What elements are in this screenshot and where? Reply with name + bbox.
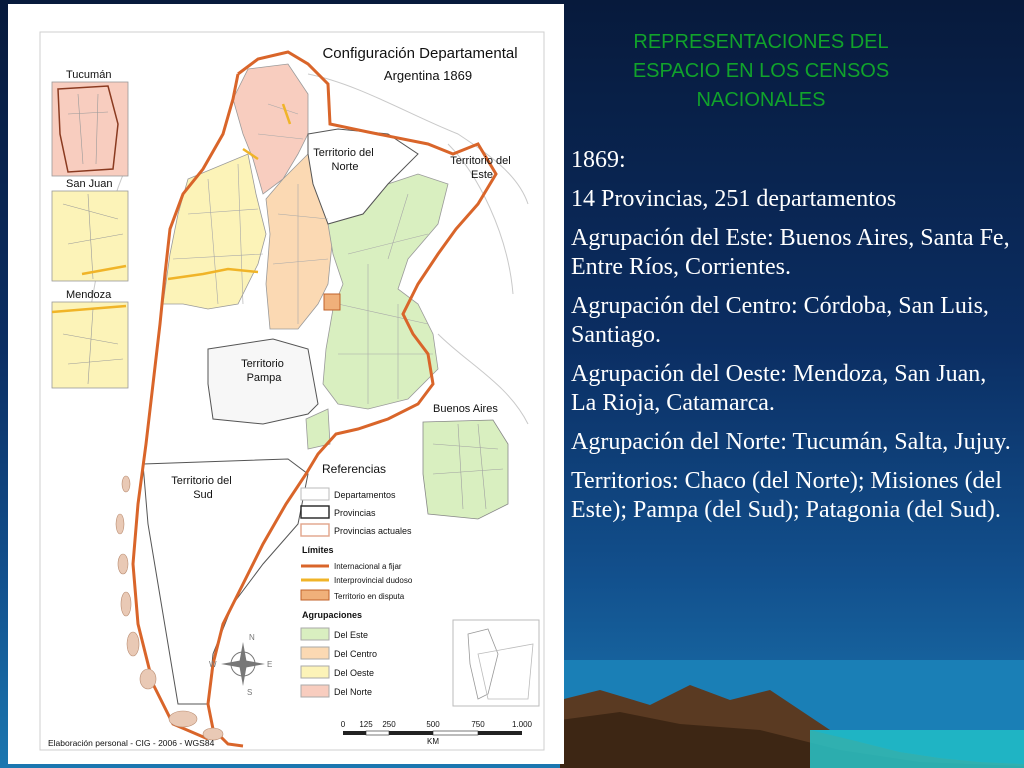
legend-title: Referencias <box>322 462 387 476</box>
map-credit: Elaboración personal - CIG - 2006 - WGS84 <box>48 738 215 748</box>
legend-item: Departamentos <box>334 490 396 500</box>
inset-tucuman <box>52 69 128 176</box>
scale-tick: 750 <box>471 720 485 729</box>
scale-unit: KM <box>427 737 439 746</box>
locator-inset <box>453 620 539 706</box>
map-image <box>8 4 564 764</box>
legend-limit: Interprovincial dudoso <box>334 576 413 585</box>
inset-label: Mendoza <box>66 289 112 301</box>
compass-label: W <box>209 660 217 669</box>
legend-limit: Territorio en disputa <box>334 592 405 601</box>
slide-title-line: REPRESENTACIONES DEL <box>633 31 889 53</box>
legend-group: Del Norte <box>334 687 373 697</box>
body-paragraph: Agrupación del Este: Buenos Aires, Santa Fe, Entre Ríos, Corrientes. <box>571 225 1010 280</box>
compass-label: S <box>247 688 253 697</box>
scale-tick: 1.000 <box>511 720 533 729</box>
scale-tick: 125 <box>359 720 373 729</box>
slide-title <box>575 28 947 115</box>
slide-title-line: NACIONALES <box>696 89 826 111</box>
argentina-1869-map <box>8 4 564 764</box>
inset-label: Buenos Aires <box>433 403 498 415</box>
disputed-territory <box>324 294 340 310</box>
scale-tick: 500 <box>426 720 440 729</box>
compass-label: E <box>267 660 273 669</box>
body-paragraph: Territorios: Chaco (del Norte); Misiones (del Este); Pampa (del Sud); Patagonia (del Sud). <box>571 468 1002 523</box>
legend-group: Del Oeste <box>334 668 375 678</box>
body-paragraph: Agrupación del Oeste: Mendoza, San Juan, La Rioja, Catamarca. <box>571 361 987 416</box>
slide-title-line: ESPACIO EN LOS CENSOS <box>632 60 890 82</box>
mountain-shore-background <box>560 660 1024 768</box>
legend-group: Del Centro <box>334 649 378 659</box>
compass-label: N <box>249 633 255 642</box>
legend-groups-title: Agrupaciones <box>302 610 363 620</box>
scale-tick: 250 <box>382 720 396 729</box>
map-title: Configuración Departamental <box>322 45 518 62</box>
body-paragraph: 14 Provincias, 251 departamentos <box>571 186 897 212</box>
slide-body <box>571 146 1011 535</box>
legend-limit: Internacional a fijar <box>334 562 402 571</box>
label-territorio-este: Territorio del Este <box>450 155 511 181</box>
label-territorio-sud: Territorio del Sud <box>171 475 232 501</box>
inset-label: Tucumán <box>66 69 112 81</box>
legend-item: Provincias <box>334 508 376 518</box>
legend-limits-title: Límites <box>302 545 334 555</box>
body-paragraph: Agrupación del Centro: Córdoba, San Luis, Santiago. <box>571 293 989 348</box>
map-subtitle: Argentina 1869 <box>383 68 473 83</box>
label-territorio-norte: Territorio del Norte <box>313 147 374 173</box>
body-paragraph: 1869: <box>571 147 626 173</box>
inset-label: San Juan <box>66 178 113 190</box>
body-paragraph: Agrupación del Norte: Tucumán, Salta, Jujuy. <box>571 429 1011 455</box>
legend-item: Provincias actuales <box>334 526 412 536</box>
inset-san-juan <box>52 178 128 281</box>
scale-tick: 0 <box>340 720 346 729</box>
inset-mendoza <box>52 289 128 388</box>
label-territorio-pampa: Territorio Pampa <box>241 358 284 384</box>
legend-group: Del Este <box>334 630 369 640</box>
